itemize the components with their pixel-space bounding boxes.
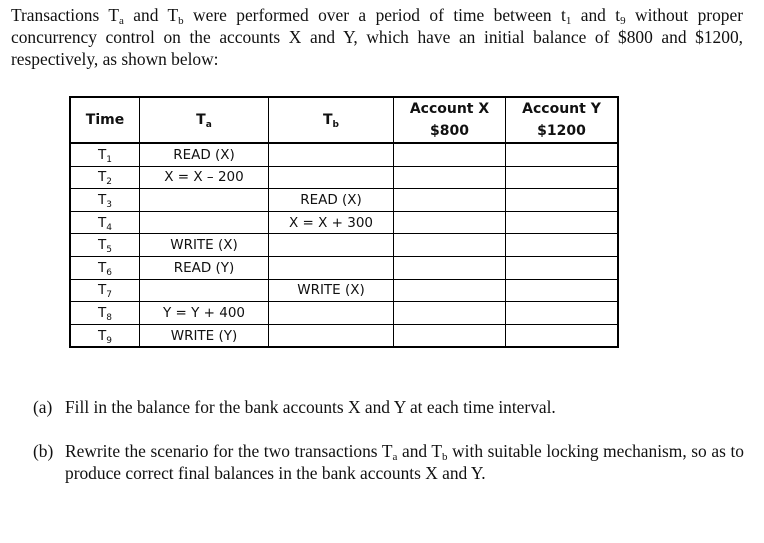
ta-operation-cell [140, 279, 269, 302]
time-cell: $T_3$ [70, 189, 140, 212]
ta-operation-cell: X = X – 200 [140, 166, 269, 189]
question-a [33, 396, 744, 418]
account-y-cell [506, 234, 619, 257]
account-x-cell [394, 143, 506, 166]
table-row [70, 189, 618, 212]
time-cell: $T_5$ [70, 234, 140, 257]
table-row [70, 166, 618, 189]
tb-operation-cell [269, 302, 394, 325]
time-cell: $T_7$ [70, 279, 140, 302]
account-y-cell [506, 211, 619, 234]
ta-operation-cell: WRITE (X) [140, 234, 269, 257]
account-x-cell [394, 211, 506, 234]
table-header-row [70, 97, 618, 143]
ta-operation-cell [140, 211, 269, 234]
account-y-cell [506, 302, 619, 325]
transaction-table [69, 96, 619, 348]
tb-operation-cell [269, 234, 394, 257]
account-y-cell [506, 256, 619, 279]
tb-operation-cell: X = X + 300 [269, 211, 394, 234]
ta-operation-cell: READ (Y) [140, 256, 269, 279]
account-x-cell [394, 324, 506, 347]
time-cell: $T_2$ [70, 166, 140, 189]
tb-operation-cell [269, 166, 394, 189]
ta-operation-cell: Y = Y + 400 [140, 302, 269, 325]
account-x-cell [394, 279, 506, 302]
time-cell: $T_6$ [70, 256, 140, 279]
account-x-cell [394, 302, 506, 325]
account-y-cell [506, 143, 619, 166]
ta-operation-cell: READ (X) [140, 143, 269, 166]
table-row [70, 324, 618, 347]
account-y-cell [506, 189, 619, 212]
question-b [33, 440, 744, 484]
question-b-text: Rewrite the scenario for the two transactions $T_a$ and $T_b$ with suitable locking mechanism, so as to produce correct final balances in the bank accounts X and Y. [65, 441, 744, 483]
account-x-cell [394, 166, 506, 189]
ta-operation-cell: WRITE (Y) [140, 324, 269, 347]
tb-operation-cell [269, 324, 394, 347]
tb-operation-cell: READ (X) [269, 189, 394, 212]
account-y-cell [506, 166, 619, 189]
tb-operation-cell: WRITE (X) [269, 279, 394, 302]
table-row [70, 211, 618, 234]
table-row [70, 256, 618, 279]
time-cell: $T_9$ [70, 324, 140, 347]
question-a-label: (a) [33, 397, 53, 417]
account-x-cell [394, 189, 506, 212]
tb-operation-cell [269, 143, 394, 166]
ta-operation-cell [140, 189, 269, 212]
problem-statement: Transactions $T_a$ and $T_b$ were performed over a period of time between $t_1$ and $t_9$ without proper concurrency control on the accounts X and Y, which have an initial balance of $800 and $1200, respectively, as shown below: [11, 5, 743, 69]
account-y-cell [506, 324, 619, 347]
header-time: Time [70, 97, 140, 143]
table-row [70, 279, 618, 302]
header-account-y: Account Y $1200 [506, 97, 619, 143]
time-cell: $T_8$ [70, 302, 140, 325]
time-cell: $T_1$ [70, 143, 140, 166]
tb-operation-cell [269, 256, 394, 279]
question-a-text: Fill in the balance for the bank accounts X and Y at each time interval. [65, 397, 556, 417]
account-x-cell [394, 256, 506, 279]
account-x-cell [394, 234, 506, 257]
time-cell: $T_4$ [70, 211, 140, 234]
header-ta: $T_a$ [140, 97, 269, 143]
table-row [70, 302, 618, 325]
header-account-x: Account X $800 [394, 97, 506, 143]
account-y-cell [506, 279, 619, 302]
question-b-label: (b) [33, 441, 54, 461]
table-row [70, 143, 618, 166]
table-row [70, 234, 618, 257]
header-tb: $T_b$ [269, 97, 394, 143]
